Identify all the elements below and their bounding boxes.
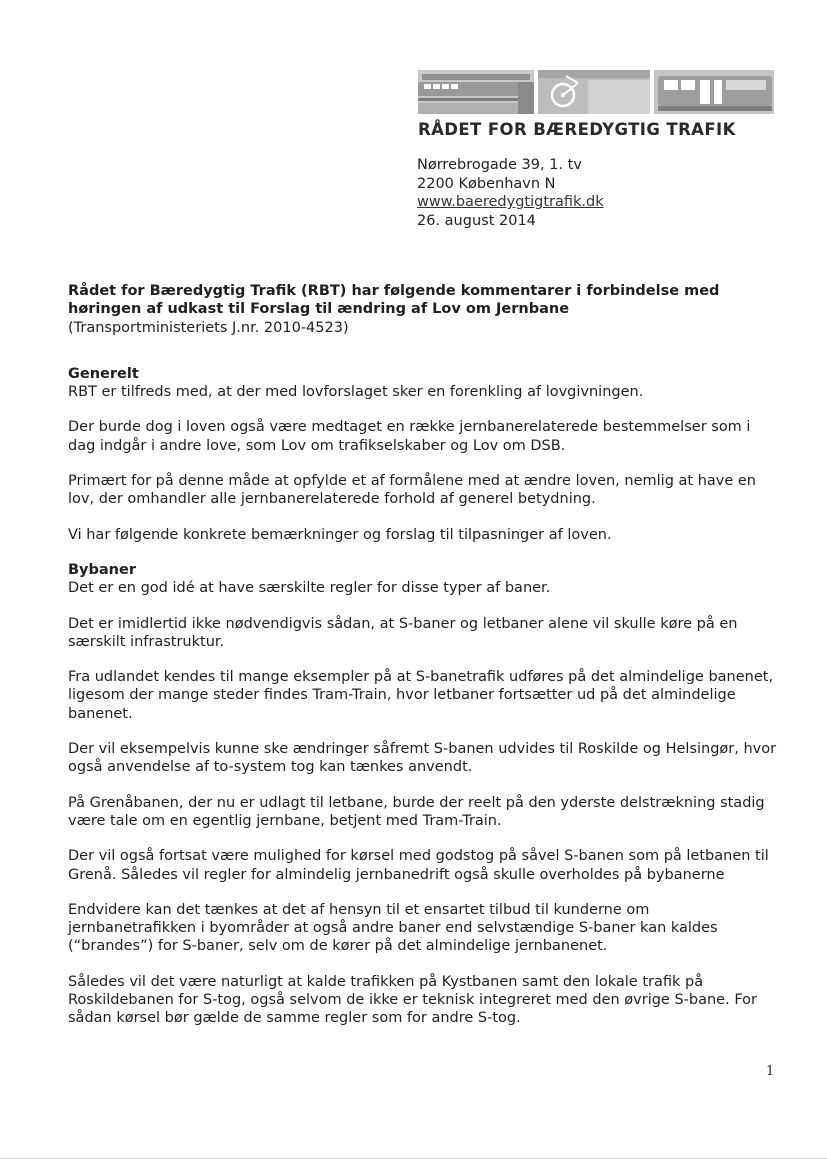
paragraph: Der burde dog i loven også være medtaget en række jernbanerelaterede bestemmelser som i dag indgår i andre love, som Lov om trafikselskaber og Lov om DSB.	[68, 419, 751, 454]
letterhead-logo	[418, 70, 774, 140]
document-reference: (Transportministeriets J.nr. 2010-4523)	[68, 319, 349, 336]
paragraph: Det er imidlertid ikke nødvendigvis sådan, at S-baner og letbaner alene vil skulle køre på en særskilt infrastruktur.	[68, 615, 738, 650]
paragraph: Det er en god idé at have særskilte regler for disse typer af baner.	[68, 580, 551, 597]
paragraph: Fra udlandet kendes til mange eksempler på at S-banetrafik udføres på det almindelige banenet, ligesom der mange steder findes Tram-Train, hvor letbaner fortsætter ud på det almindelige banenet.	[68, 669, 774, 722]
letter-body	[68, 282, 780, 1045]
document-title: Rådet for Bæredygtig Trafik (RBT) har følgende kommentarer i forbindelse med høringen af udkast til Forslag til ændring af Lov om Jernbane	[68, 283, 720, 318]
paragraph: På Grenåbanen, der nu er udlagt til letbane, burde der reelt på den yderste delstrækning stadig være tale om en egentlig jernbane, betjent med Tram-Train.	[68, 794, 765, 829]
paragraph: RBT er tilfreds med, at der med lovforslaget sker en forenkling af lovgivningen.	[68, 384, 644, 401]
page-number: 1	[766, 1064, 775, 1079]
paragraph: Primært for på denne måde at opfylde et af formålene med at ændre loven, nemlig at have en lov, der omhandler alle jernbanerelaterede forhold af generel betydning.	[68, 473, 756, 508]
website-link[interactable]: www.baeredygtigtrafik.dk	[417, 194, 604, 210]
paragraph: Der vil eksempelvis kunne ske ændringer såfremt S-banen udvides til Roskilde og Helsingør, hvor også anvendelse af to-system tog kan tænkes anvendt.	[68, 741, 777, 776]
letter-date: 26. august 2014	[417, 212, 536, 229]
paragraph: Endvidere kan det tænkes at det af hensyn til et ensartet tilbud til kunderne om jernbanetrafikken i byområder at også andre baner end selvstændige S-baner kan kaldes (“brandes”) for S-baner, selv om de kører på det almindelige jernbanenet.	[68, 901, 718, 955]
paragraph: Vi har følgende konkrete bemærkninger og forslag til tilpasninger af loven.	[68, 526, 612, 543]
address-line-street: Nørrebrogade 39, 1. tv	[417, 157, 582, 173]
sender-address	[417, 156, 604, 230]
page-bottom-divider	[0, 1158, 827, 1159]
transport-logo-icon	[418, 70, 774, 114]
paragraph: Der vil også fortsat være mulighed for kørsel med godstog på såvel S-banen som på letbanen til Grenå. Således vil regler for almindelig jernbanedrift også skulle overholdes på bybanerne	[68, 848, 769, 883]
address-line-city: 2200 København N	[417, 175, 556, 192]
section-heading-generelt: Generelt	[68, 365, 139, 382]
organization-name: RÅDET FOR BÆREDYGTIG TRAFIK	[418, 120, 736, 139]
paragraph: Således vil det være naturligt at kalde trafikken på Kystbanen samt den lokale trafik på Roskildebanen for S-tog, også selvom de ikke er teknisk integreret med den øvrige S-bane. For sådan kørsel bør gælde de samme regler som for andre S-tog.	[68, 973, 757, 1027]
section-heading-bybaner: Bybaner	[68, 561, 136, 578]
